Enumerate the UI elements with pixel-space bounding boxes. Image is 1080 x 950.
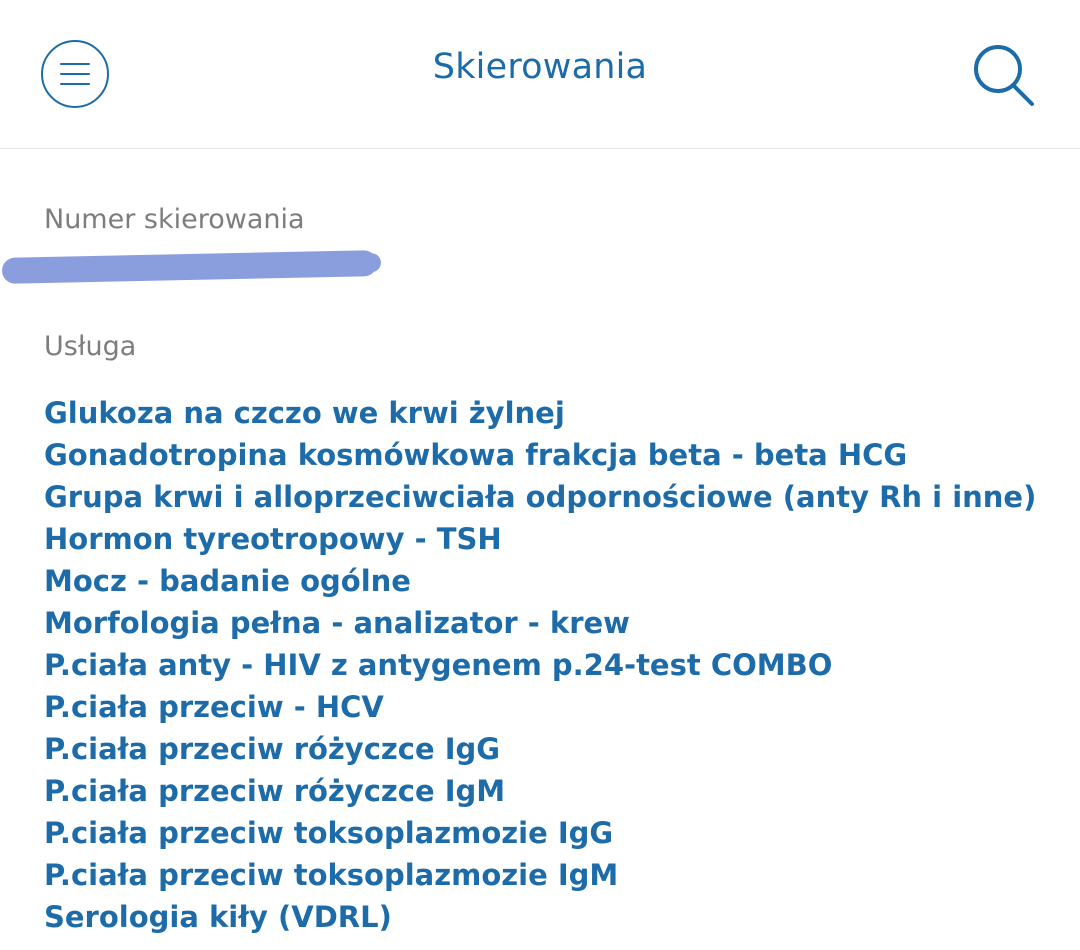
list-item[interactable]: Glukoza na czczo we krwi żylnej — [44, 396, 565, 430]
list-item[interactable]: Hormon tyreotropowy - TSH — [44, 522, 502, 556]
referral-number-label: Numer skierowania — [44, 204, 305, 235]
referral-details — [0, 204, 1080, 938]
list-item[interactable]: P.ciała przeciw różyczce IgM — [44, 774, 506, 808]
list-item[interactable]: P.ciała przeciw toksoplazmozie IgM — [44, 858, 619, 892]
list-item[interactable]: Grupa krwi i alloprzeciwciała odpornościowe (anty Rh i inne) — [44, 480, 1037, 514]
list-item[interactable]: Mocz - badanie ogólne — [44, 564, 411, 598]
search-icon[interactable] — [968, 40, 1038, 110]
redaction-mark — [2, 250, 377, 284]
list-item[interactable]: P.ciała anty - HIV z antygenem p.24-test COMBO — [44, 648, 833, 682]
list-item[interactable]: P.ciała przeciw różyczce IgG — [44, 732, 501, 766]
service-label: Usługa — [44, 331, 137, 362]
list-item[interactable]: P.ciała przeciw toksoplazmozie IgG — [44, 816, 614, 850]
list-item[interactable]: Morfologia pełna - analizator - krew — [44, 606, 630, 640]
page-title: Skierowania — [432, 47, 648, 87]
service-list — [44, 392, 1036, 938]
referral-number-field — [44, 247, 1036, 309]
list-item[interactable]: Serologia kiły (VDRL) — [44, 900, 392, 934]
list-item[interactable]: P.ciała przeciw - HCV — [44, 690, 384, 724]
app-bar — [0, 0, 1080, 149]
list-item[interactable]: Gonadotropina kosmówkowa frakcja beta - beta HCG — [44, 438, 908, 472]
